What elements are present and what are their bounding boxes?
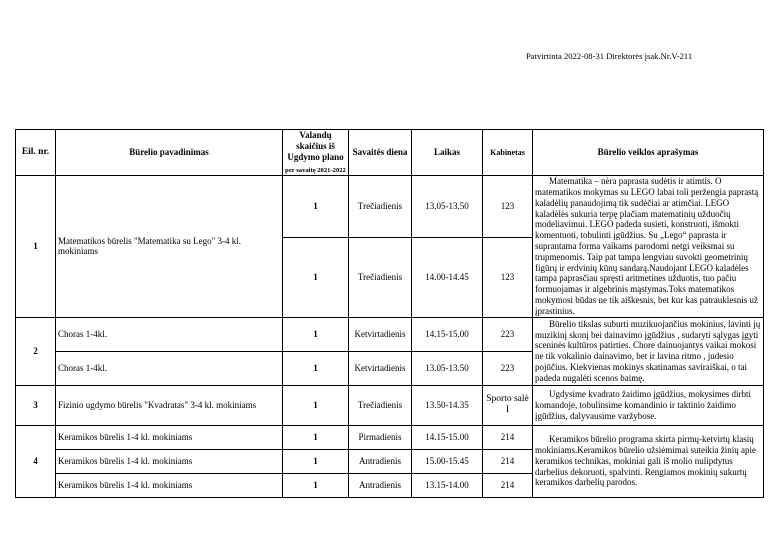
clubs-table [15, 129, 764, 498]
day-cell: Antradienis [349, 449, 412, 473]
time-cell: 13.05-13.50 [412, 351, 483, 385]
club-name: Keramikos būrelis 1-4 kl. mokiniams [56, 425, 283, 449]
table-row [16, 317, 764, 351]
table-row [16, 425, 764, 449]
description-text: Keramikos būrelio programa skirta pirmų-ketvirtų klasių mokiniams.Keramikos būrelio užsiėmimai suteikia žinių apie keramikos technikas, mokiniai gali iš molio nulipdytus darbelius dekoruoti, spalvinti. Rengiamos mokinių sukurtų keramikos darbelių parodos. [535, 434, 756, 488]
time-cell: 13.15-14.00 [412, 473, 483, 497]
day-cell: Trečiadienis [349, 176, 412, 237]
description-text: Būrelio tikslas suburti muzikuojančius mokinius, lavinti jų muzikinį skonį bei dainavimo įgūdžius , sudaryti sąlygas įgyti sceninės kultūros patirties. Chore dainuojantys vaikai mokosi ne tik vokalinio dainavimo, bet ir lavina ritmo , judesio pojūčius. Kiekvienas mokinys skatinamas saviraiškai, o tai padeda nugalėti scenos baimę. [535, 318, 761, 383]
room-cell: 214 [483, 425, 533, 449]
time-cell: 13.50-14.35 [412, 385, 483, 425]
time-cell: 14.00-14.45 [412, 237, 483, 317]
room-cell: Sporto salė I [483, 385, 533, 425]
club-name: Fizinio ugdymo būrelis "Kvadratas" 3-4 kl. mokiniams [56, 385, 283, 425]
hours-cell: 1 [283, 237, 349, 317]
club-name: Choras 1-4kl. [56, 351, 283, 385]
header-hours-main: Valandų skaičius iš Ugdymo plano [287, 130, 344, 162]
hours-cell: 1 [283, 317, 349, 351]
room-cell: 123 [483, 237, 533, 317]
row-number: 3 [16, 385, 56, 425]
header-desc: Būrelio veiklos aprašymas [533, 130, 764, 176]
row-number: 4 [16, 425, 56, 497]
hours-cell: 1 [283, 351, 349, 385]
row-number: 1 [16, 176, 56, 317]
day-cell: Antradienis [349, 473, 412, 497]
header-row [16, 130, 764, 176]
club-name: Choras 1-4kl. [56, 317, 283, 351]
room-cell: 223 [483, 351, 533, 385]
header-nr: Eil. nr. [16, 130, 56, 176]
day-cell: Pirmadienis [349, 425, 412, 449]
row-number: 2 [16, 317, 56, 385]
time-cell: 13.05-13.50 [412, 176, 483, 237]
header-time: Laikas [412, 130, 483, 176]
day-cell: Trečiadienis [349, 385, 412, 425]
header-room: Kabinetas [483, 130, 533, 176]
time-cell: 14.15-15.00 [412, 317, 483, 351]
header-hours-sub: per savaitę 2021-2022 [285, 167, 346, 175]
header-hours [283, 130, 349, 176]
room-cell: 123 [483, 176, 533, 237]
description-cell [533, 176, 764, 317]
room-cell: 214 [483, 449, 533, 473]
description-cell [533, 317, 764, 385]
hours-cell: 1 [283, 385, 349, 425]
description-text: Ugdysime kvadrato žaidimo įgūdžius, mokysimes dirbti komandoje, tobulinsime komandinio ir taktinio žaidimo įgūdžius, dalyvausime varžybose. [535, 388, 751, 421]
table-row [16, 385, 764, 425]
day-cell: Ketvirtadienis [349, 317, 412, 351]
room-cell: 223 [483, 317, 533, 351]
description-text: Matematika – nėra paprasta sudėtis ir atimtis. O matematikos mokymas su LEGO labai toli peržengia paprastą kaladėlių panaudojimą tik sudėčiai ar atimčiai. LEGO kaladėlės sukuria terpę plačiam matematinių užduočių modeliavimui. LEGO padeda susieti, konstruoti, išmokti komentuoti, tobulinti įgūdžius. Su „Lego“ paprasta ir suprantama forma vaikams parodomi netgi veiksmai su trupmenomis. Taip pat tampa lengviau suvokti geometrinių figūrų ir erdvinių kūnų sandarą.Naudojant LEGO kaladėles tampa paprasčiau spręsti aritmetines užduotis, tuo pačiu formuojamas ir algebrinis mąstymas.Toks matematikos mokymosi būdas ne tik aiškesnis, bet kur kas patrauklesnis už įprastinius. [535, 176, 759, 316]
header-name: Būrelio pavadinimas [56, 130, 283, 176]
table-row [16, 176, 764, 237]
day-cell: Trečiadienis [349, 237, 412, 317]
approval-note: Patvirtinta 2022-08-31 Direktorės įsak.Nr.V-211 [526, 51, 693, 61]
hours-cell: 1 [283, 425, 349, 449]
hours-cell: 1 [283, 176, 349, 237]
hours-cell: 1 [283, 449, 349, 473]
time-cell: 15.00-15.45 [412, 449, 483, 473]
club-name: Keramikos būrelis 1-4 kl. mokiniams [56, 473, 283, 497]
time-cell: 14.15-15.00 [412, 425, 483, 449]
room-cell: 214 [483, 473, 533, 497]
hours-cell: 1 [283, 473, 349, 497]
day-cell: Ketvirtadienis [349, 351, 412, 385]
header-day: Savaitės diena [349, 130, 412, 176]
club-name: Matematikos būrelis "Matematika su Lego" 3-4 kl. mokiniams [56, 176, 283, 317]
club-name: Keramikos būrelis 1-4 kl. mokiniams [56, 449, 283, 473]
description-cell [533, 385, 764, 425]
description-cell [533, 425, 764, 497]
